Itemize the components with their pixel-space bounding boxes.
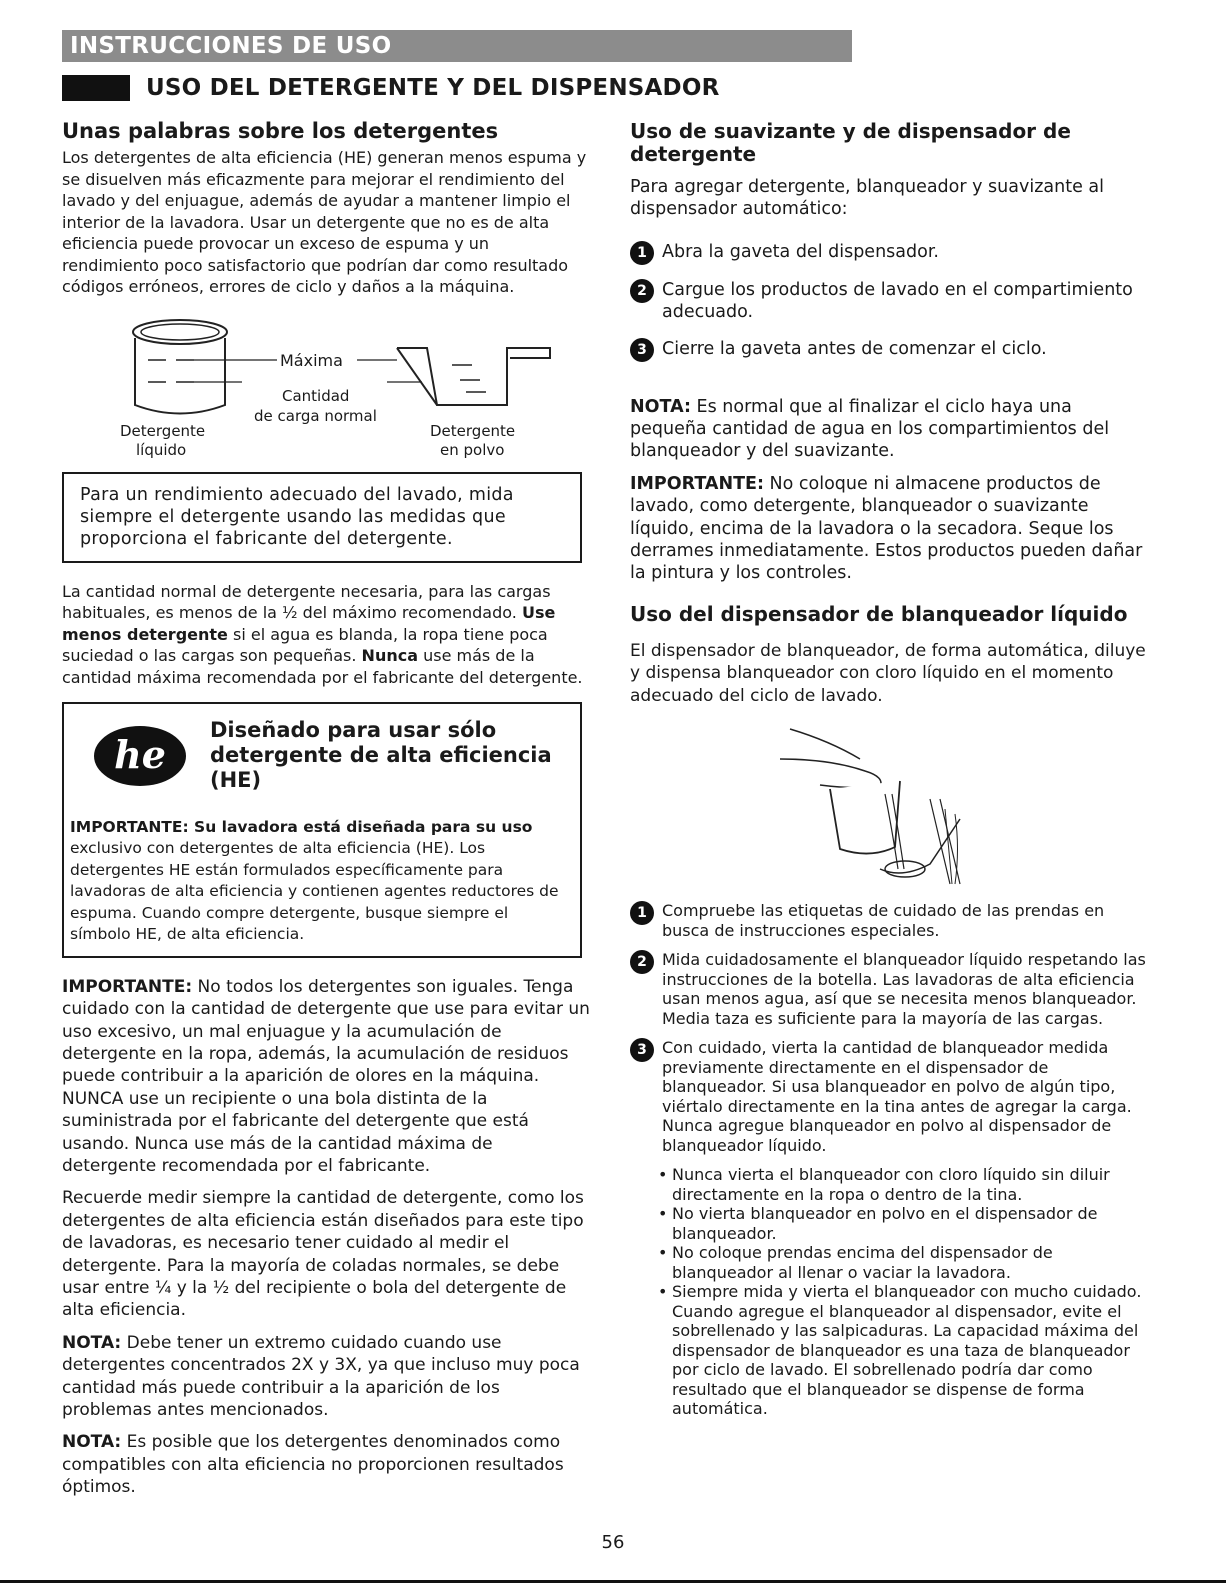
he-title-2: detergente de alta eficiencia (HE) <box>210 743 552 793</box>
powder-label-1: Detergente <box>430 421 516 440</box>
softener-important-text: No coloque ni almacene productos de lavado, como detergente, blanqueador o suavizante líquido, encima de la lavadora o la secadora. Seque los derrames inmediatamente. Estos productos pueden dañar la pintura y los controles. <box>630 473 1143 584</box>
he-title <box>210 718 570 793</box>
step-text: Cargue los productos de lavado en el compartimiento adecuado. <box>662 279 1133 323</box>
left-column <box>62 120 590 1499</box>
he-logo-svg <box>90 724 194 788</box>
bottom-rule <box>0 1580 1226 1583</box>
important-label: IMPORTANTE: <box>62 976 193 997</box>
important-paragraph <box>62 976 590 1178</box>
step-number: 2 <box>630 279 654 303</box>
svg-text:he: he <box>114 731 166 777</box>
amount-text-d: Nunca <box>361 646 418 666</box>
amount-paragraph <box>62 581 590 689</box>
header-bar: INSTRUCCIONES DE USO <box>62 30 852 62</box>
note-text-1: Debe tener un extremo cuidado cuando use detergentes concentrados 2X y 3X, ya que incluso muy poca cantidad más puede contribuir a la aparición de los problemas antes mencionados. <box>62 1332 580 1421</box>
step-number: 3 <box>630 1038 654 1062</box>
liquid-label-1: Detergente <box>120 421 206 440</box>
measure-box-text: Para un rendimiento adecuado del lavado, mida siempre el detergente usando las medidas que proporciona el fabricante del detergente. <box>80 484 514 550</box>
step-text: Abra la gaveta del dispensador. <box>662 241 939 262</box>
bleach-bullet: • Nunca vierta el blanqueador con cloro líquido sin diluir directamente en la ropa o dentro de la tina. <box>658 1165 1150 1204</box>
softener-step <box>630 338 1150 362</box>
important-text: No todos los detergentes son iguales. Tenga cuidado con la cantidad de detergente que use para evitar un uso excesivo, un mal enjuague y la acumulación de detergente en la ropa, además, la acumulación de residuos puede contribuir a la aparición de olores en la máquina. NUNCA use un recipiente o una bola distinta de la suministrada por el fabricante del detergente que está usando. Nunca use más de la cantidad máxima de detergente recomendada por el fabricante. <box>62 976 590 1176</box>
page-number: 56 <box>601 1532 625 1553</box>
pouring-illustration <box>630 719 1150 889</box>
powder-label-2: en polvo <box>440 440 505 459</box>
normal-label-1: Cantidad <box>282 386 350 405</box>
note-paragraph-1 <box>62 1332 590 1422</box>
he-text: exclusivo con detergentes de alta eficiencia (HE). Los detergentes HE están formulados específicamente para lavadoras de alta eficiencia y contienen agentes reductores de espuma. Cuando compre detergente, busque siempre el símbolo HE, de alta eficiencia. <box>70 839 559 944</box>
step-text: Cierre la gaveta antes de comenzar el ciclo. <box>662 338 1047 359</box>
bleach-bullet: • No vierta blanqueador en polvo en el dispensador de blanqueador. <box>658 1204 1150 1243</box>
step-number: 1 <box>630 241 654 265</box>
softener-step <box>630 279 1150 324</box>
section-title-text: USO DEL DETERGENTE Y DEL DISPENSADOR <box>146 75 720 101</box>
max-label: Máxima <box>280 350 343 370</box>
he-box <box>62 702 582 958</box>
amount-text-e: use más de la cantidad máxima recomendada por el fabricante del detergente. <box>62 646 583 687</box>
bleach-steps <box>630 901 1150 1155</box>
section-title <box>62 72 720 104</box>
bleach-illustration <box>630 719 1150 889</box>
measure-box <box>62 472 582 563</box>
softener-intro: Para agregar detergente, blanqueador y suavizante al dispensador automático: <box>630 177 1104 220</box>
right-column <box>630 120 1150 1419</box>
liquid-label-2: líquido <box>136 440 187 459</box>
detergents-heading: Unas palabras sobre los detergentes <box>62 119 499 143</box>
note-label-1: NOTA: <box>62 1332 122 1353</box>
bleach-intro: El dispensador de blanqueador, de forma automática, diluye y dispensa blanqueador con cloro líquido en el momento adecuado del ciclo de lavado. <box>630 640 1146 706</box>
amount-text-b: Use menos detergente <box>62 603 556 644</box>
section-marker <box>62 75 130 101</box>
softener-important-label: IMPORTANTE: <box>630 473 764 494</box>
step-number: 3 <box>630 338 654 362</box>
he-important: IMPORTANTE: Su lavadora está diseñada para su uso <box>70 818 533 837</box>
softener-step <box>630 241 1150 265</box>
detergents-paragraph: Los detergentes de alta eficiencia (HE) generan menos espuma y se disuelven más eficazmente para mejorar el rendimiento del lavado y del enjuague, además de ayudar a mantener limpio el interior de la lavadora. Usar un detergente que no es de alta eficiencia puede provocar un exceso de espuma y un rendimiento poco satisfactorio que podrían dar como resultado códigos erróneos, errores de ciclo y daños a la máquina. <box>62 148 587 296</box>
step-text: Mida cuidadosamente el blanqueador líquido respetando las instrucciones de la botella. Las lavadoras de alta eficiencia usan menos agua, así que se necesita menos blanqueador. Media taza es suficiente para la mayoría de las cargas. <box>662 950 1146 1028</box>
detergent-diagram <box>62 310 590 460</box>
bleach-step <box>630 950 1150 1028</box>
bleach-bullets <box>658 1165 1150 1419</box>
softener-note <box>630 396 1150 463</box>
note-text-2: Es posible que los detergentes denominados como compatibles con alta eficiencia no proporcionen resultados óptimos. <box>62 1432 564 1498</box>
amount-text-a: La cantidad normal de detergente necesaria, para las cargas habituales, es menos de la ½ del máximo recomendado. <box>62 581 551 623</box>
bleach-bullet: • No coloque prendas encima del dispensador de blanqueador al llenar o vaciar la lavadora. <box>658 1243 1150 1282</box>
he-logo <box>90 724 194 788</box>
step-text: Compruebe las etiquetas de cuidado de las prendas en busca de instrucciones especiales. <box>662 901 1105 940</box>
bleach-bullet: • Siempre mida y vierta el blanqueador con mucho cuidado. Cuando agregue el blanqueador al dispensador, evite el sobrellenado y las salpicaduras. La capacidad máxima del dispensador de blanqueador es una taza de blanqueador por ciclo de lavado. El sobrellenado podría dar como resultado que el blanqueador se dispense de forma automática. <box>658 1282 1150 1419</box>
note-paragraph-2 <box>62 1431 590 1498</box>
softener-heading: Uso de suavizante y de dispensador de detergente <box>630 119 1071 166</box>
he-title-1: Diseñado para usar sólo <box>210 718 497 743</box>
he-box-header <box>70 718 570 793</box>
bleach-heading: Uso del dispensador de blanqueador líquido <box>630 601 1128 626</box>
step-number: 2 <box>630 950 654 974</box>
bleach-step <box>630 901 1150 940</box>
measure-paragraph: Recuerde medir siempre la cantidad de detergente, como los detergentes de alta eficiencia están diseñados para este tipo de lavadoras, es necesario tener cuidado al medir el detergente. Para la mayoría de coladas normales, se debe usar entre ¼ y la ½ del recipiente o bola del detergente de alta eficiencia. <box>62 1188 584 1321</box>
bleach-step <box>630 1038 1150 1155</box>
softener-note-label: NOTA: <box>630 396 691 417</box>
softener-note-text: Es normal que al finalizar el ciclo haya una pequeña cantidad de agua en los compartimientos del blanqueador y del suavizante. <box>630 396 1110 462</box>
note-label-2: NOTA: <box>62 1432 122 1453</box>
amount-text-c: si el agua es blanda, la ropa tiene poca suciedad o las cargas son pequeñas. <box>62 624 548 666</box>
step-number: 1 <box>630 901 654 925</box>
softener-steps <box>630 241 1150 362</box>
softener-important <box>630 473 1150 585</box>
step-text: Con cuidado, vierta la cantidad de blanqueador medida previamente directamente en el dispensador de blanqueador. Si usa blanqueador en polvo de algún tipo, viértalo directamente en la tina antes de agregar la carga. Nunca agregue blanqueador en polvo al dispensador de blanqueador líquido. <box>662 1038 1132 1155</box>
normal-label-2: de carga normal <box>254 406 377 425</box>
